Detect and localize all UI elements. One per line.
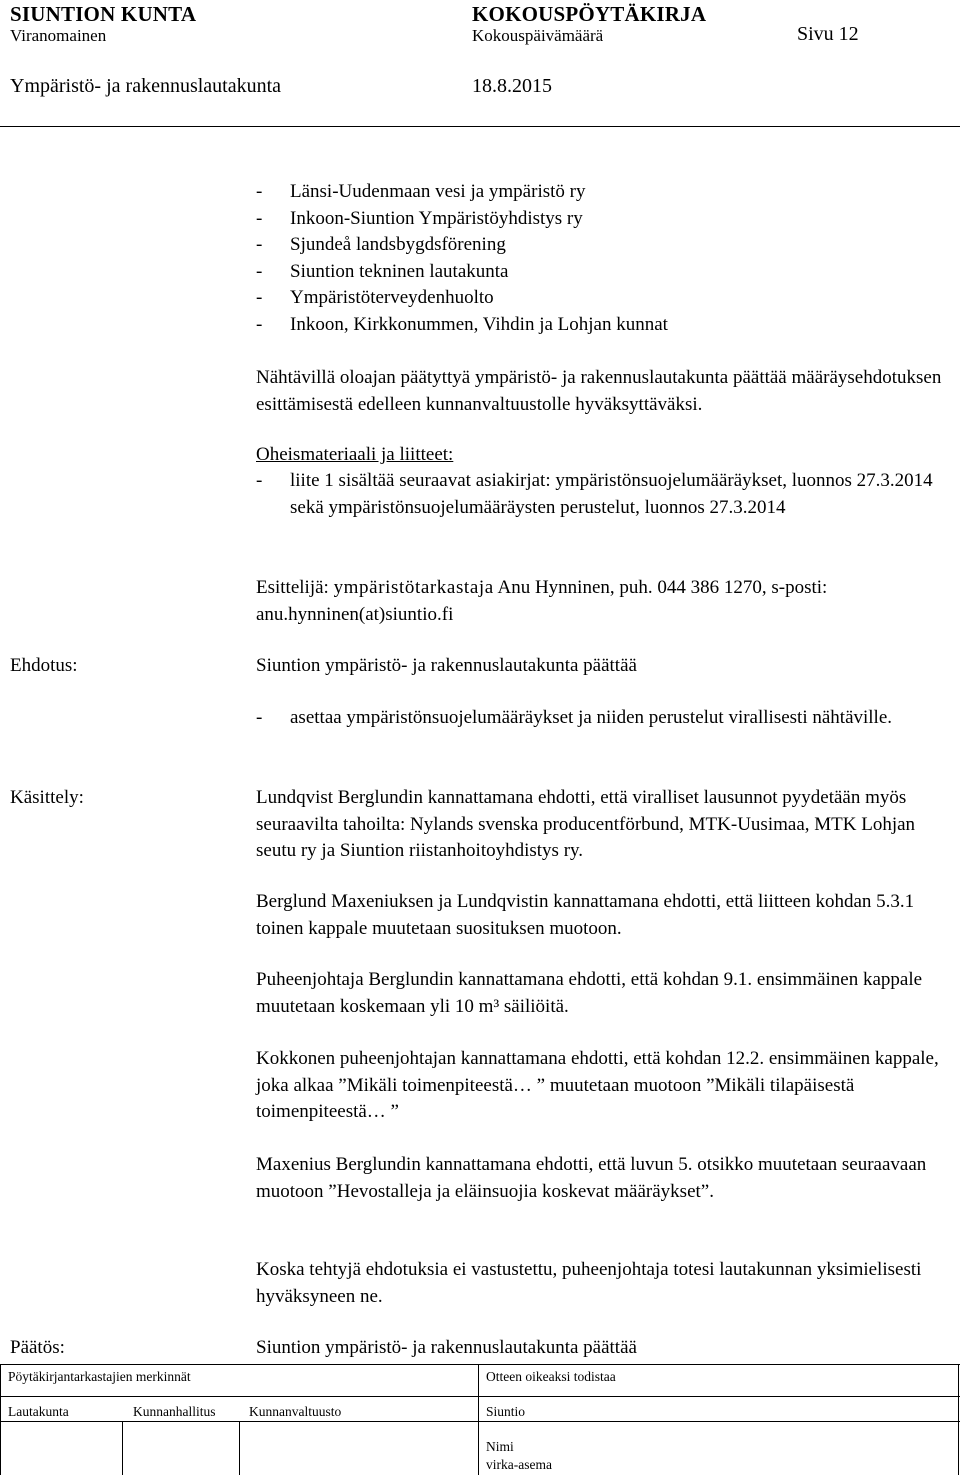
col-kunnanhallitus: Kunnanhallitus [133,1404,216,1419]
decision-label: Päätös: [10,1337,65,1358]
presenter-title: ympäristötarkastaja [333,577,494,598]
presenter-label: Esittelijä: [256,577,329,598]
handling-text: Kokkonen puheenjohtajan kannattamana ehdotti, että kohdan 12.2. ensimmäinen kappale, joka alkaa ”Mikäli toimenpiteestä… ” muutetaan muotoon ”Mikäli tilapäisestä toimenpiteestä… ” [256,1048,939,1122]
list-item: - Länsi-Uudenmaan vesi ja ympäristö ry [256,179,956,206]
name-label: Nimi [486,1439,514,1454]
footer-mid-rule [0,1396,960,1397]
proposal-list [256,705,936,732]
list-item: - Sjundeå landsbygdsförening [256,232,956,259]
footer-right-border [958,1364,959,1475]
list-item: - asettaa ympäristönsuojelumääräykset ja niiden perustelut virallisesti nähtäville. [256,705,936,732]
handling-paragraph-6 [256,1257,946,1310]
list-item: - Siuntion tekninen lautakunta [256,259,956,286]
authority-name: Ympäristö- ja rakennuslautakunta [10,75,282,97]
position-label: virka-asema [486,1457,552,1472]
handling-paragraph-2 [256,889,946,942]
display-text: Nähtävillä oloajan päätyttyä ympäristö- ja rakennuslautakunta päättää määräysehdotuksen esittämisestä edelleen kunnanvaltuustolle hyväksyttäväksi. [256,367,942,415]
certified-label: Otteen oikeaksi todistaa [486,1369,616,1384]
meeting-date-label: Kokouspäivämäärä [472,26,604,45]
col-lautakunta: Lautakunta [8,1404,69,1419]
handling-text: Puheenjohtaja Berglundin kannattamana ehdotti, että kohdan 9.1. ensimmäinen kappale muutetaan koskemaan yli 10 m³ säiliöitä. [256,969,923,1017]
footer-col-divider [478,1364,479,1475]
handling-label: Käsittely: [10,787,84,808]
footer-col-divider [239,1421,240,1475]
handling-text: Maxenius Berglundin kannattamana ehdotti, että luvun 5. otsikko muutetaan seuraavaan muotoon ”Hevostalleja ja eläinsuojia koskevat määräykset”. [256,1154,927,1202]
list-item: - liite 1 sisältää seuraavat asiakirjat: ympäristönsuojelumääräykset, luonnos 27.3.2014 sekä ympäristönsuojelumääräysten perustelut, luonnos 27.3.2014 [256,468,946,521]
attachments-heading: Oheismateriaali ja liitteet: [256,444,454,465]
list-item: - Inkoon-Siuntion Ympäristöyhdistys ry [256,206,956,233]
col-kunnanvaltuusto: Kunnanvaltuusto [249,1404,342,1419]
display-paragraph [256,365,948,418]
proposal-intro [256,653,956,680]
decision-text: Siuntion ympäristö- ja rakennuslautakunta päättää [256,1337,637,1358]
handling-paragraph-3 [256,967,924,1020]
footer-top-rule [0,1364,960,1365]
proposal-intro-text: Siuntion ympäristö- ja rakennuslautakunta päättää [256,655,637,676]
presenter-contact: Anu Hynninen, puh. 044 386 1270, s-posti: anu.hynninen(at)siuntio.fi [256,577,828,625]
place-label: Siuntio [486,1404,526,1419]
doc-type: KOKOUSPÖYTÄKIRJA [472,2,707,26]
stakeholder-list [256,179,956,338]
list-item: - Inkoon, Kirkkonummen, Vihdin ja Lohjan kunnat [256,312,956,339]
presenter-line [256,575,946,628]
handling-text: Lundqvist Berglundin kannattamana ehdotti, että viralliset lausunnot pyydetään myös seuraavilta tahoilta: Nylands svenska producentförbund, MTK-Uusimaa, MTK Lohjan seutu ry ja Siuntion riistanhoitoyhdistys ry. [256,787,916,861]
header-divider [0,126,960,127]
decision-intro [256,1335,956,1362]
footer-signature-table [0,1364,960,1475]
footer-left-border [0,1364,1,1475]
handling-paragraph-4 [256,1046,946,1126]
handling-text: Koska tehtyjä ehdotuksia ei vastustettu, puheenjohtaja totesi lautakunnan yksimielisesti hyväksyneen ne. [256,1259,922,1307]
handling-paragraph-5 [256,1152,932,1205]
meeting-date: 18.8.2015 [472,75,552,97]
footer-row-rule [0,1421,960,1422]
authority-label: Viranomainen [10,26,107,45]
handling-text: Berglund Maxeniuksen ja Lundqvistin kannattamana ehdotti, että liitteen kohdan 5.3.1 toinen kappale muutetaan suosituksen muotoon. [256,891,915,939]
proposal-label: Ehdotus: [10,655,78,676]
checkers-label: Pöytäkirjantarkastajien merkinnät [8,1369,191,1384]
attachments-list [256,468,946,521]
page-number: Sivu 12 [797,23,859,45]
list-item: - Ympäristöterveydenhuolto [256,285,956,312]
org-name: SIUNTION KUNTA [10,2,197,26]
footer-col-divider [122,1421,123,1475]
attachments-section [256,442,956,469]
handling-paragraph-1 [256,785,954,865]
